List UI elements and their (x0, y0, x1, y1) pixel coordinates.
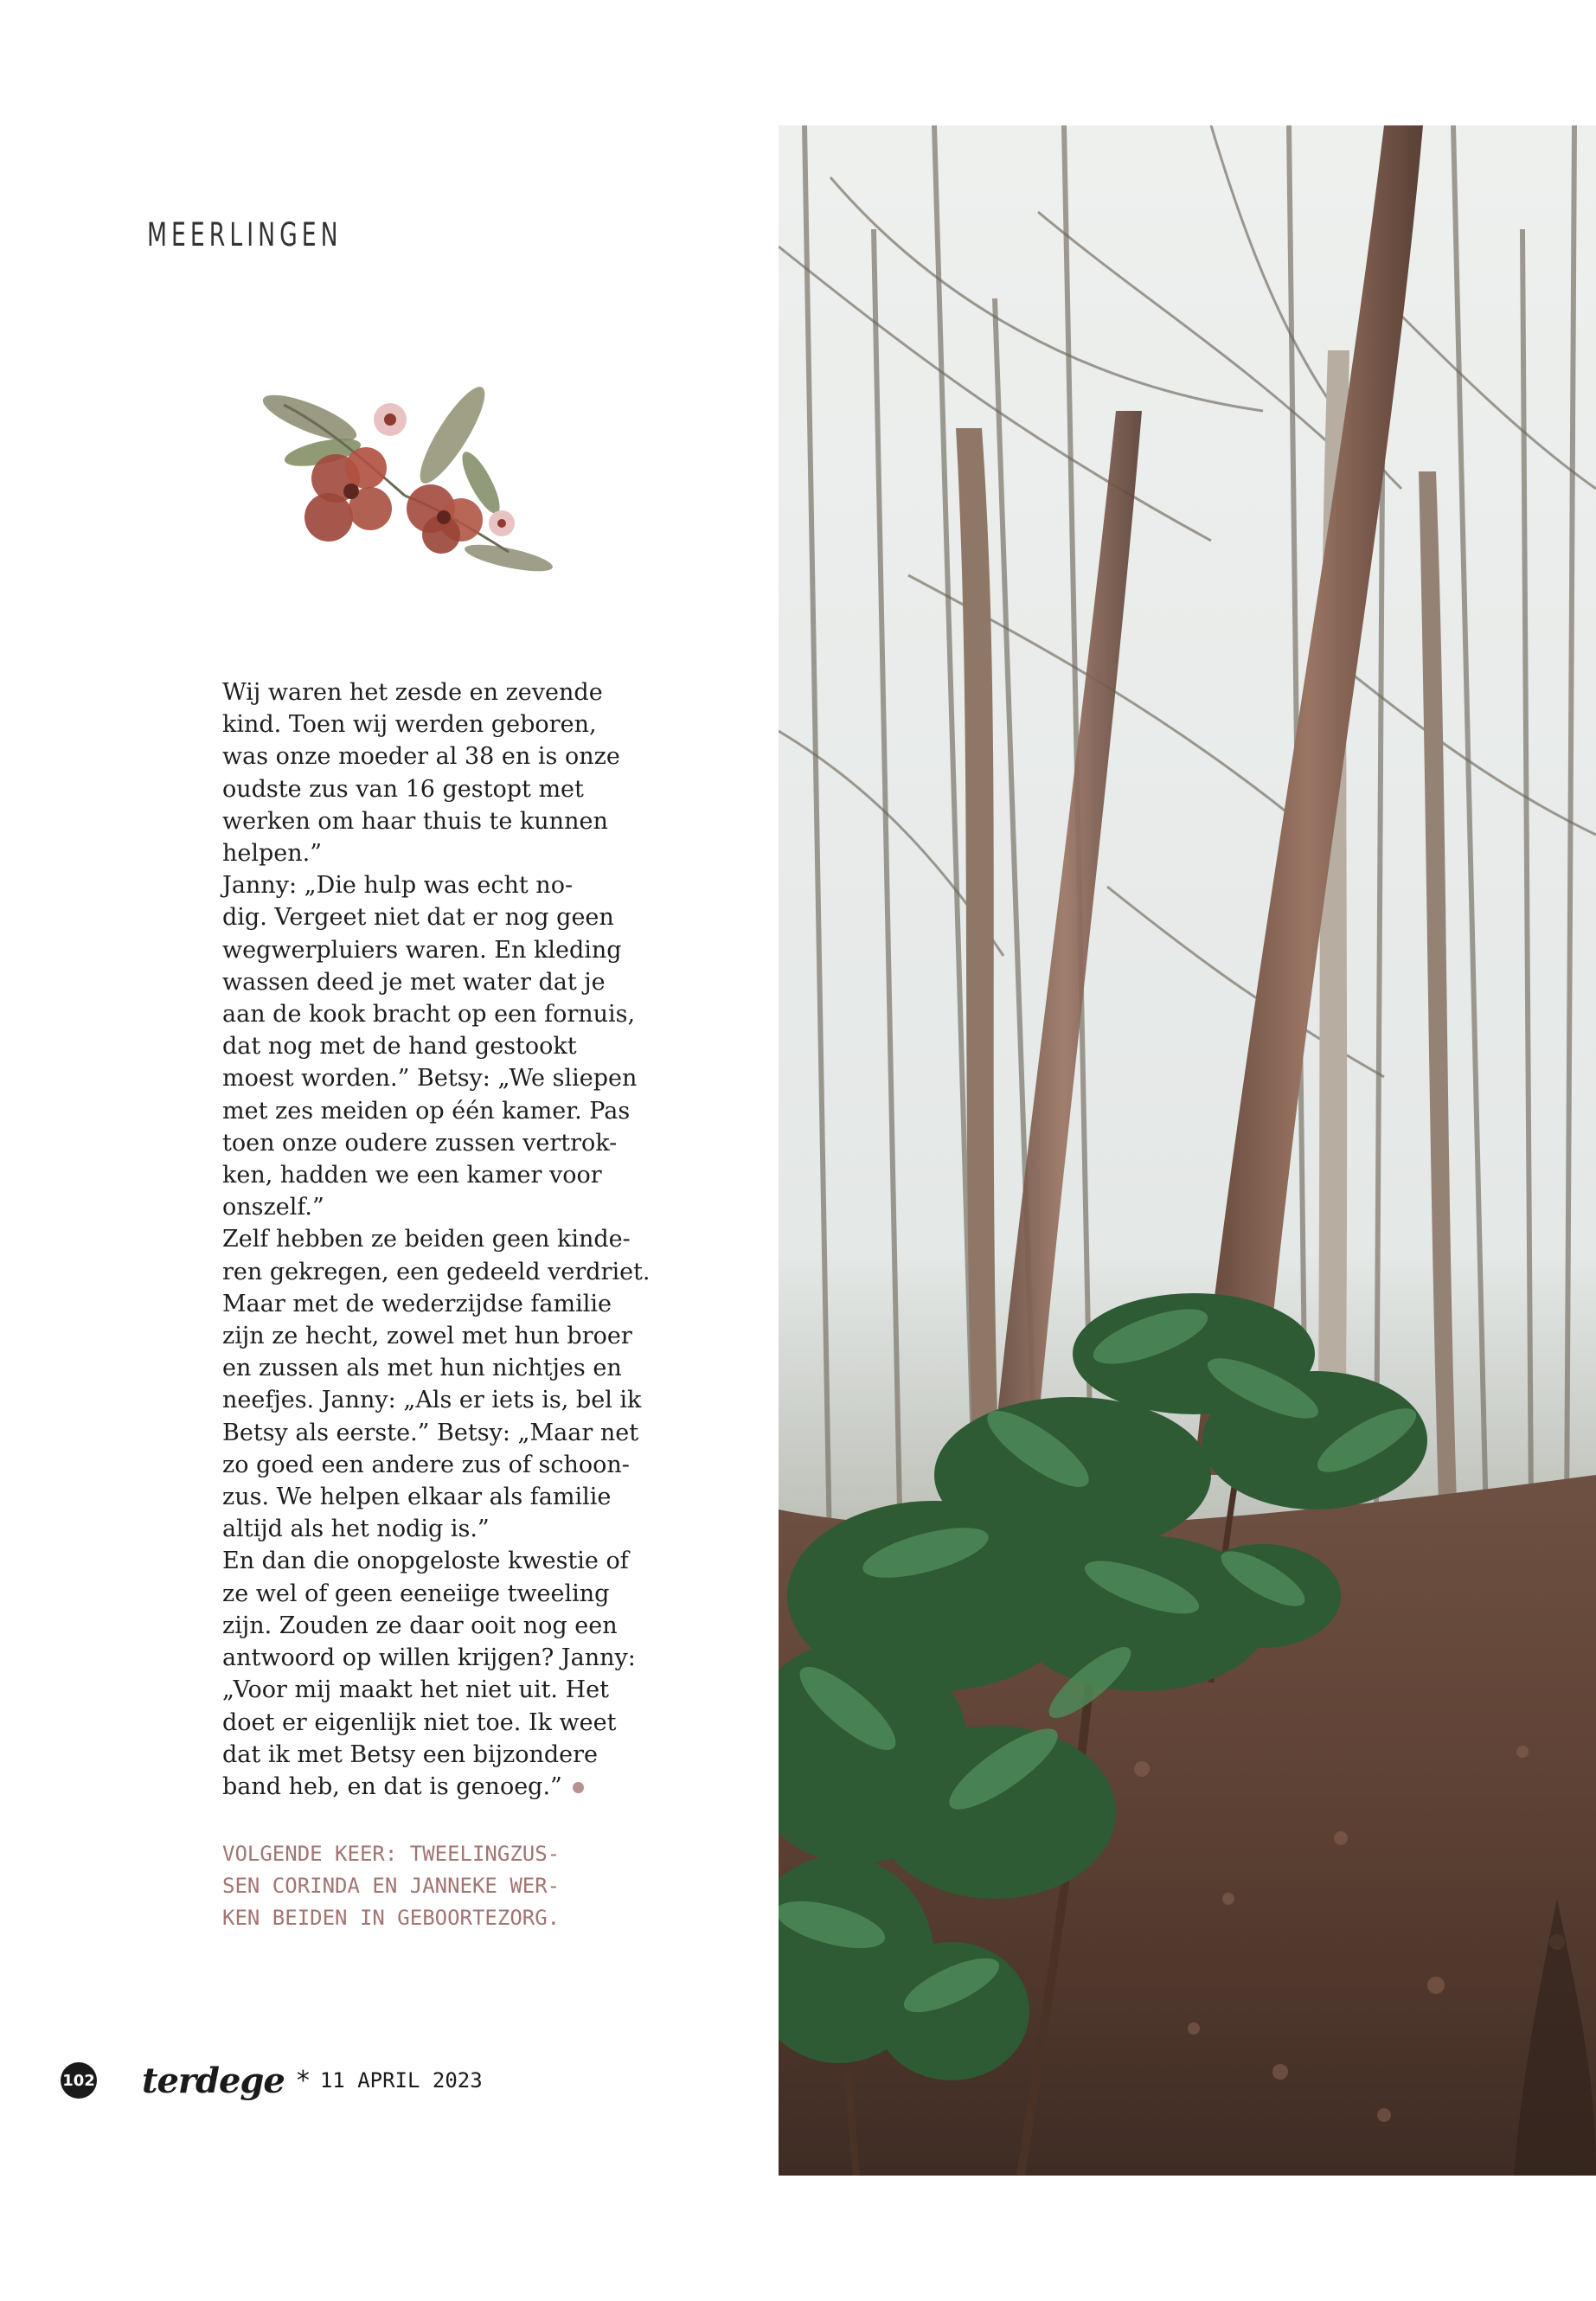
article-line: Janny: „Die hulp was echt no- (222, 872, 574, 900)
article-line: En dan die onopgeloste kwestie of (222, 1548, 629, 1575)
section-label: MEERLINGEN (147, 216, 343, 253)
article-line: antwoord op willen krijgen? Janny: (222, 1644, 636, 1672)
article-line: dig. Vergeet niet dat er nog geen (222, 904, 614, 932)
article-line: en zussen als met hun nichtjes en (222, 1355, 622, 1382)
article-line: altijd als het nodig is.” (222, 1516, 490, 1543)
article-line: wegwerpluiers waren. En kleding (222, 936, 622, 964)
article-line: zus. We helpen elkaar als familie (222, 1484, 612, 1511)
article-line: Maar met de wederzijdse familie (222, 1290, 612, 1317)
article-line: dat ik met Betsy een bijzondere (222, 1740, 599, 1768)
end-dot-icon (573, 1782, 584, 1793)
article-line: helpen.” (222, 840, 323, 868)
article-line: neefjes. Janny: „Als er iets is, bel ik (222, 1387, 642, 1414)
article-line: „Voor mij maakt het niet uit. Het (222, 1676, 609, 1704)
article-line: onszelf.” (222, 1194, 324, 1221)
teaser-line: SEN CORINDA EN JANNEKE WER- (222, 1874, 561, 1898)
flower-illustration (249, 379, 561, 578)
article-line: kind. Toen wij werden geboren, (222, 711, 597, 739)
article-line: was onze moeder al 38 en is onze (222, 743, 620, 771)
article-line: ze wel of geen eeneiige tweeling (222, 1580, 610, 1607)
next-time-teaser (222, 1838, 672, 1934)
article-line: zo goed een andere zus of schoon- (222, 1451, 630, 1478)
article-line: aan de kook bracht op een fornuis, (222, 1001, 636, 1029)
forest-photo (779, 125, 1596, 2176)
article-line: Wij waren het zesde en zevende (222, 679, 603, 706)
page-number: 102 (61, 2062, 97, 2099)
article-last-line (222, 1771, 638, 1803)
article-line: werken om haar thuis te kunnen (222, 807, 608, 835)
article-line: ren gekregen, een gedeeld verdriet. (222, 1258, 651, 1285)
article-line: toen onze oudere zussen vertrok- (222, 1129, 618, 1157)
article-line: wassen deed je met water dat je (222, 968, 606, 996)
page-footer (61, 2059, 483, 2102)
teaser-line: KEN BEIDEN IN GEBOORTEZORG. (222, 1906, 561, 1930)
separator-icon: * (296, 2065, 310, 2096)
article-line: oudste zus van 16 gestopt met (222, 775, 584, 803)
article-line: band heb, en dat is genoeg.” (222, 1772, 562, 1800)
article-line: zijn. Zouden ze daar ooit nog een (222, 1612, 618, 1639)
article-line: Zelf hebben ze beiden geen kinde- (222, 1226, 631, 1253)
article-body (222, 676, 651, 1803)
article-line: moest worden.” Betsy: „We sliepen (222, 1065, 638, 1093)
article-line: Betsy als eerste.” Betsy: „Maar net (222, 1419, 639, 1446)
issue-date: 11 APRIL 2023 (319, 2068, 483, 2093)
article-line: dat nog met de hand gestookt (222, 1033, 577, 1061)
article-line: met zes meiden op één kamer. Pas (222, 1097, 631, 1125)
teaser-line: VOLGENDE KEER: TWEELINGZUS- (222, 1842, 561, 1866)
magazine-logo: terdege (142, 2060, 285, 2101)
article-line: doet er eigenlijk niet toe. Ik weet (222, 1708, 617, 1736)
article-line: zijn ze hecht, zowel met hun broer (222, 1323, 632, 1350)
article-line: ken, hadden we een kamer voor (222, 1162, 602, 1189)
